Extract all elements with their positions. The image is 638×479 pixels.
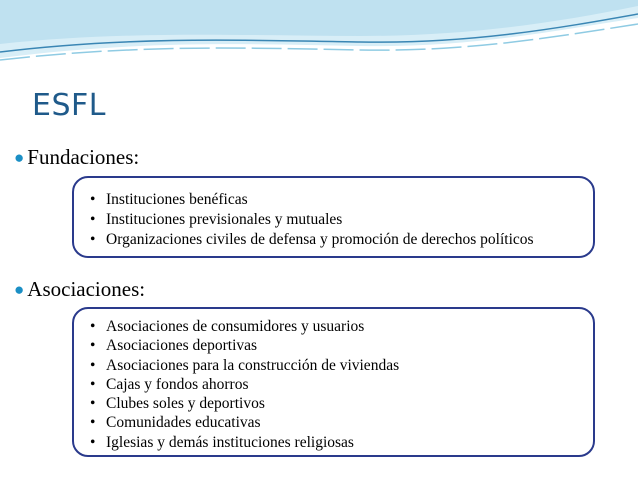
list-item: • Asociaciones de consumidores y usuarios [90, 318, 365, 335]
list-item: • Asociaciones para la construcción de viviendas [90, 356, 400, 374]
list-item: • Comunidades educativas [90, 414, 261, 432]
small-bullet-icon: • [90, 414, 96, 432]
asociaciones-list [84, 317, 593, 452]
list-item: • Asociaciones deportivas [90, 337, 258, 355]
filled-circle-icon: ● [14, 148, 25, 167]
list-item: • Instituciones previsionales y mutuales [90, 211, 343, 228]
small-bullet-icon: • [90, 337, 96, 355]
list-item: • Cajas y fondos ahorros [90, 375, 249, 393]
filled-circle-icon: ● [14, 280, 25, 299]
section-heading-label: Fundaciones: [27, 145, 140, 169]
small-bullet-icon: • [90, 395, 96, 413]
section-heading-label: Asociaciones: [27, 277, 146, 301]
small-bullet-icon: • [90, 356, 96, 374]
list-item: • Instituciones benéficas [90, 191, 248, 208]
list-item: • Organizaciones civiles de defensa y promoción de derechos políticos [90, 231, 534, 248]
small-bullet-icon: • [90, 231, 96, 248]
small-bullet-icon: • [90, 375, 96, 393]
small-bullet-icon: • [90, 211, 96, 228]
list-item: • Iglesias y demás instituciones religiosas [90, 433, 354, 451]
asociaciones-box [72, 307, 595, 457]
small-bullet-icon: • [90, 433, 96, 451]
section-heading-fundaciones [14, 145, 139, 170]
section-heading-asociaciones [14, 277, 145, 302]
list-item: • Clubes soles y deportivos [90, 395, 265, 413]
fundaciones-box [72, 176, 595, 258]
small-bullet-icon: • [90, 318, 96, 335]
fundaciones-list [84, 190, 593, 250]
small-bullet-icon: • [90, 191, 96, 208]
slide-title: ESFL [32, 88, 106, 123]
header-wave-decoration [0, 0, 638, 80]
